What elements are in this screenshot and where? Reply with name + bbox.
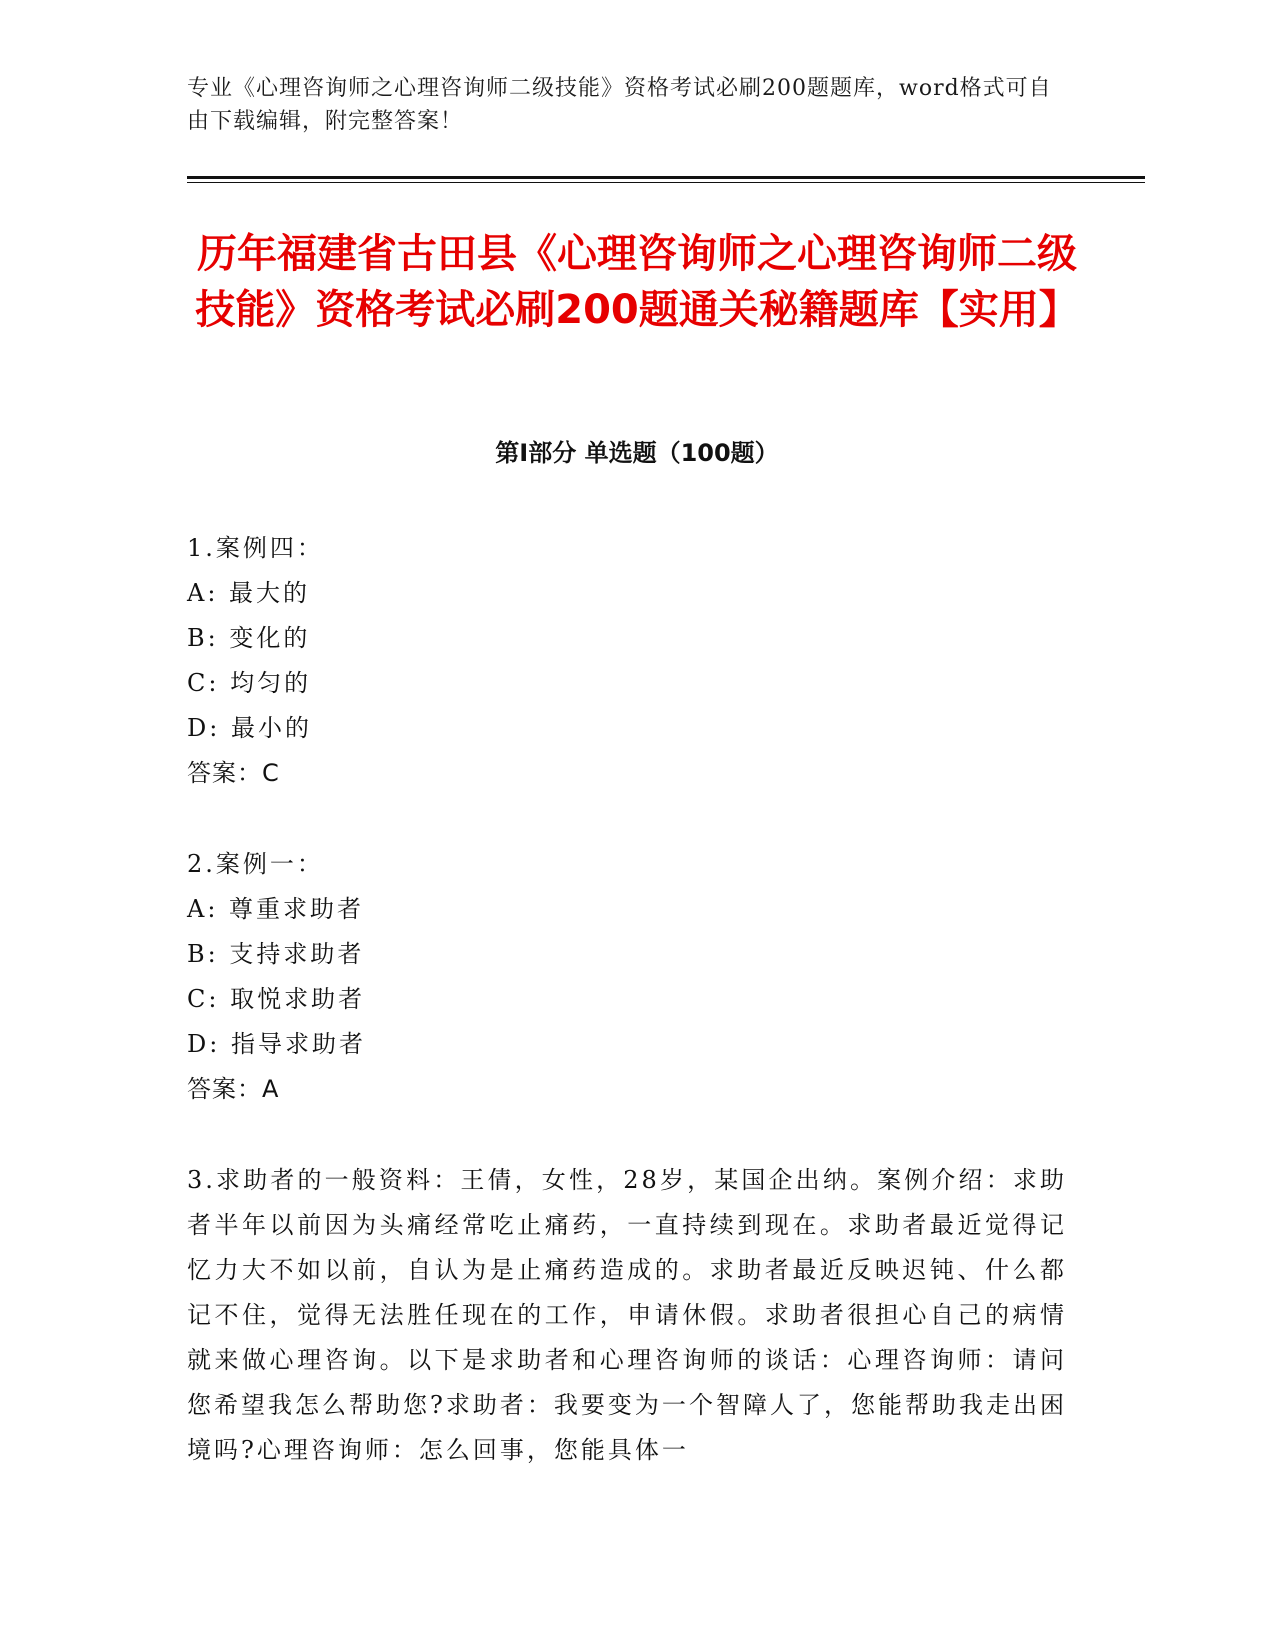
option-d: D: 最小的 — [187, 714, 312, 742]
question-2 — [187, 842, 1067, 1112]
section-title: 第I部分 单选题（100题） — [495, 439, 779, 467]
option-c: C: 均匀的 — [187, 669, 312, 697]
option-d: D: 指导求助者 — [187, 1030, 366, 1058]
document-title: 历年福建省古田县《心理咨询师之心理咨询师二级技能》资格考试必刷200题通关秘籍题库【实用】 — [195, 231, 1079, 333]
option-a: A: 最大的 — [187, 579, 311, 607]
option-a: A: 尊重求助者 — [187, 895, 365, 923]
question-1 — [187, 526, 1067, 796]
answer-line: 答案：A — [187, 1075, 280, 1103]
question-list — [187, 526, 1067, 1519]
question-3 — [187, 1158, 1067, 1473]
question-stem: 3.求助者的一般资料：王倩，女性，28岁，某国企出纳。案例介绍：求助者半年以前因为头痛经常吃止痛药，一直持续到现在。求助者最近觉得记忆力大不如以前，自认为是止痛药造成的。求助者最近反映迟钝、什么都记不住，觉得无法胜任现在的工作，申请休假。求助者很担心自己的病情就来做心理咨询。以下是求助者和心理咨询师的谈话：心理咨询师：请问您希望我怎么帮助您?求助者：我要变为一个智障人了，您能帮助我走出困境吗?心理咨询师：怎么回事，您能具体一 — [187, 1166, 1067, 1464]
answer-line: 答案：C — [187, 759, 280, 787]
option-b: B: 支持求助者 — [187, 940, 365, 968]
header-rule-thick — [187, 176, 1145, 179]
question-stem: 1.案例四： — [187, 534, 324, 562]
header-rule-thin — [187, 182, 1145, 183]
question-stem: 2.案例一： — [187, 850, 324, 878]
header-note: 专业《心理咨询师之心理咨询师二级技能》资格考试必刷200题题库，word格式可自由下载编辑，附完整答案！ — [187, 76, 1052, 134]
option-b: B: 变化的 — [187, 624, 311, 652]
option-c: C: 取悦求助者 — [187, 985, 366, 1013]
